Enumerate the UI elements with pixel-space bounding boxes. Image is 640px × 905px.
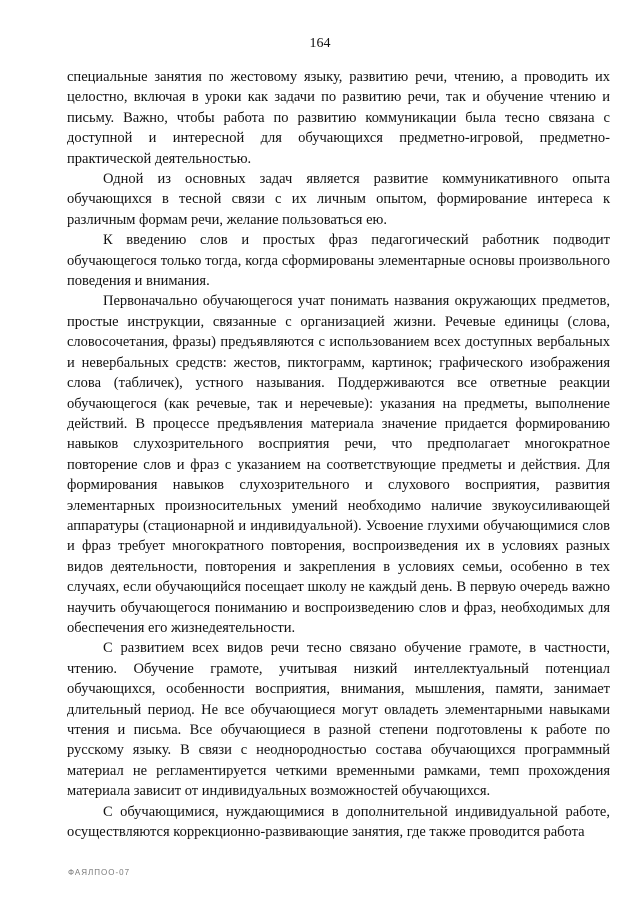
footer-mark: ФАЯЛПОО-07 [68, 868, 131, 877]
paragraph: К введению слов и простых фраз педагогический работник подводит обучающегося только тогда, когда сформированы элементарные основы произвольного поведения и внимания. [67, 232, 610, 290]
page-number: 164 [309, 36, 331, 51]
paragraph: Первоначально обучающегося учат понимать названия окружающих предметов, простые инструкции, связанные с организацией жизни. Речевые единицы (слова, словосочетания, фразы) предъявляются с использованием всех доступных вербальных и невербальных средств: жестов, пиктограмм, картинок; графического изображения слова (табличек), устного называния. Поддерживаются все ответные реакции обучающегося (как речевые, так и неречевые): указания на предметы, выполнение действий. В процессе предъявления материала значение придается формированию навыков слухозрительного восприятия речи, что предполагает многократное повторение слов и фраз с указанием на соответствующие предметы и действия. Для формирования навыков слухозрительного и слухового восприятия, развития элементарных произносительных умений необходимо наличие звукоусиливающей аппаратуры (стационарной и индивидуальной). Усвоение глухими обучающимися слов и фраз требует многократного повторения, воспроизведения их в условиях разных видов деятельности, повторения и закрепления в условиях семьи, особенно в тех случаях, если обучающийся посещает школу не каждый день. В первую очередь важно научить обучающегося пониманию и воспроизведению слов и фраз, необходимых для обеспечения его жизнедеятельности. [67, 293, 610, 636]
paragraph: специальные занятия по жестовому языку, развитию речи, чтению, а проводить их целостно, включая в уроки как задачи по развитию речи, так и обучение чтению и письму. Важно, чтобы работа по развитию коммуникации была тесно связана с доступной и интересной для обучающихся предметно-игровой, предметно-практической деятельностью. [67, 69, 610, 167]
paragraph: С обучающимися, нуждающимися в дополнительной индивидуальной работе, осуществляются коррекционно-развивающие занятия, где также проводится работа [67, 803, 610, 841]
paragraph: С развитием всех видов речи тесно связано обучение грамоте, в частности, чтению. Обучение грамоте, учитывая низкий интеллектуальный потенциал обучающихся, особенности восприятия, внимания, мышления, памяти, занимает длительный период. Не все обучающиеся могут овладеть элементарными навыками чтения и письма. Все обучающиеся в разной степени подготовлены к работе по русскому языку. В связи с неоднородностью состава обучающихся программный материал не регламентируется четкими временными рамками, темп прохождения материала зависит от индивидуальных возможностей обучающихся. [67, 640, 610, 800]
paragraph: Одной из основных задач является развитие коммуникативного опыта обучающихся в тесной связи с их личным опытом, формирование интереса к различным формам речи, желание пользоваться ею. [67, 171, 610, 228]
body-text [67, 67, 610, 842]
